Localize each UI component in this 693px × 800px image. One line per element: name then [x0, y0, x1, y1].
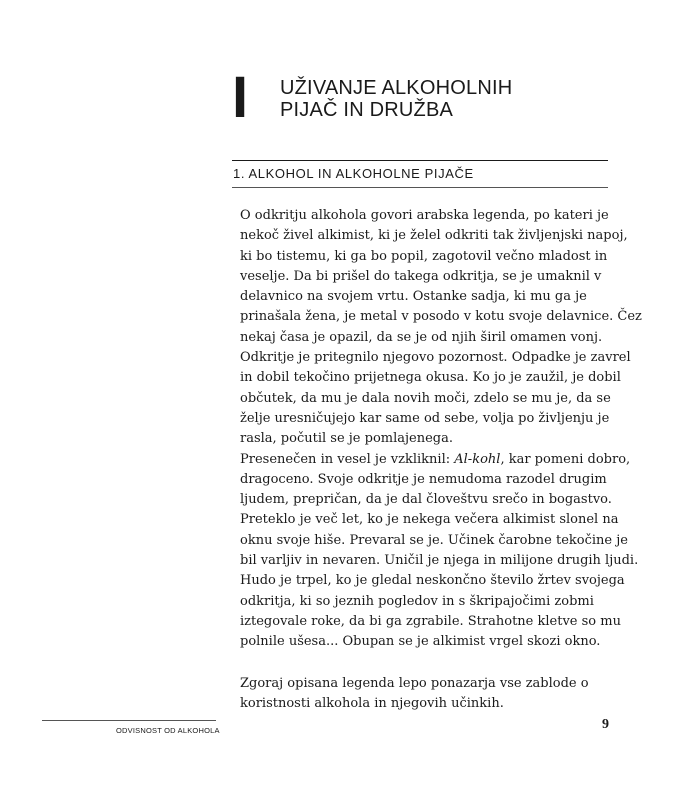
body-line: polnile ušesa... Obupan se je alkimist vrgel skozi okno.: [240, 634, 601, 650]
body-line: Odkritje je pritegnilo njegovo pozornost. Odpadke je zavrel: [240, 350, 631, 366]
body-line: Hudo je trpel, ko je gledal neskončno število žrtev svojega: [240, 573, 625, 589]
body-text: [240, 206, 642, 714]
paragraph-gap: [240, 653, 630, 674]
al-kohl-term: Al-kohl: [454, 451, 501, 467]
exclaim-suffix: , kar pomeni dobro,: [500, 451, 631, 467]
page-number: 9: [602, 717, 609, 732]
footer-rule: [42, 720, 216, 721]
running-title: ODVISNOST OD ALKOHOLA: [116, 726, 220, 735]
body-line: želje uresničujejo kar same od sebe, volja po življenju je: [240, 410, 610, 426]
body-line: ki bo tistemu, ki ga bo popil, zagotovil večno mladost in: [240, 248, 608, 264]
body-line: Preteklo je več let, ko je nekega večera alkimist slonel na: [240, 512, 619, 528]
body-line: delavnico na svojem vrtu. Ostanke sadja, ki mu ga je: [240, 289, 587, 305]
body-line: rasla, počutil se je pomlajenega.: [240, 431, 454, 447]
section-heading: 1. ALKOHOL IN ALKOHOLNE PIJAČE: [233, 166, 474, 181]
body-line: veselje. Da bi prišel do takega odkritja, se je umaknil v: [240, 268, 602, 284]
section-rule-bottom: [232, 187, 608, 188]
closing-line: Zgoraj opisana legenda lepo ponazarja vse zablode o: [240, 675, 589, 691]
body-line: nekoč živel alkimist, ki je želel odkriti tak življenjski napoj,: [240, 228, 628, 244]
body-line: ljudem, prepričan, da je dal človeštvu srečo in bogastvo.: [240, 492, 612, 508]
body-line: občutek, da mu je dala novih moči, zdelo se mu je, da se: [240, 390, 611, 406]
section-rule-top: [232, 160, 608, 161]
body-line: prinašala žena, je metal v posodo v kotu svoje delavnice. Čez: [240, 309, 642, 325]
body-line: bil varljiv in nevaren. Uničil je njega in milijone drugih ljudi.: [240, 553, 639, 569]
body-line: O odkritju alkohola govori arabska legenda, po kateri je: [240, 208, 609, 223]
exclamation-line: [240, 450, 630, 470]
chapter-title: [280, 77, 512, 121]
body-line: in dobil tekočino prijetnega okusa. Ko jo je zaužil, je dobil: [240, 370, 621, 386]
body-line: nekaj časa je opazil, da se je od njih širil omamen vonj.: [240, 329, 603, 345]
closing-line: koristnosti alkohola in njegovih učinkih.: [240, 695, 504, 711]
body-line: odkritja, ki so jeznih pogledov in s škripajočimi zobmi: [240, 593, 594, 609]
body-line: oknu svoje hiše. Prevaral se je. Učinek čarobne tekočine je: [240, 532, 628, 548]
chapter-title-line: PIJAČ IN DRUŽBA: [280, 99, 454, 121]
chapter-title-line: UŽIVANJE ALKOHOLNIH: [280, 77, 513, 99]
body-line: iztegovale roke, da bi ga zgrabile. Strahotne kletve so mu: [240, 613, 621, 629]
body-line: dragoceno. Svoje odkritje je nemudoma razodel drugim: [240, 471, 607, 487]
exclaim-prefix: Presenečen in vesel je vzkliknil:: [240, 451, 455, 467]
chapter-number: I: [232, 74, 249, 122]
